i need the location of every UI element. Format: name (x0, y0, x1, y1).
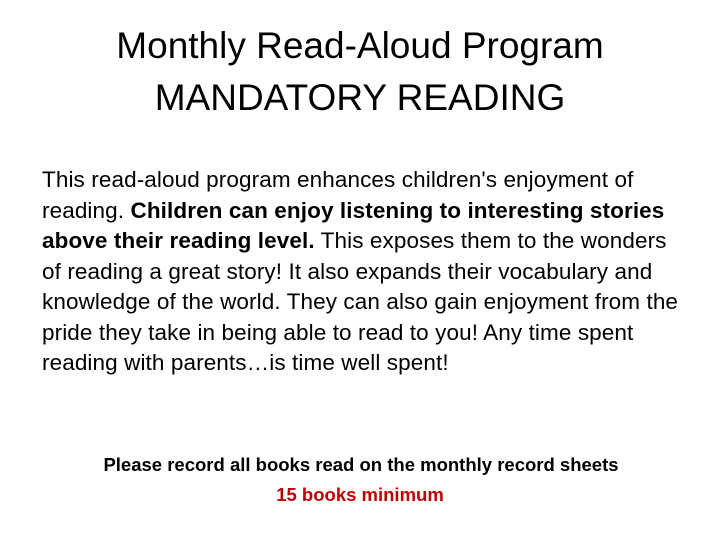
title-line-program: Monthly Read-Aloud Program (116, 25, 604, 66)
description-emphasis: Children can enjoy listening to interesting stories above their reading level. (42, 197, 665, 253)
description-rest: This exposes them to the wonders of reading a great story! It also expands their vocabulary and knowledge of the world. They can also gain enjoyment from the pride they take in being able to read to you! Any time spent reading with parents…is time well spent! (42, 228, 679, 375)
slide-title (0, 20, 720, 124)
record-instructions (0, 450, 720, 510)
record-instruction-text: Please record all books read on the monthly record sheets (103, 454, 619, 475)
description-intro: This read-aloud program enhances children's enjoyment of reading. (42, 167, 634, 223)
minimum-books-text: 15 books minimum (276, 484, 444, 505)
title-line-mandatory: MANDATORY READING (154, 77, 566, 118)
program-description (42, 165, 682, 379)
